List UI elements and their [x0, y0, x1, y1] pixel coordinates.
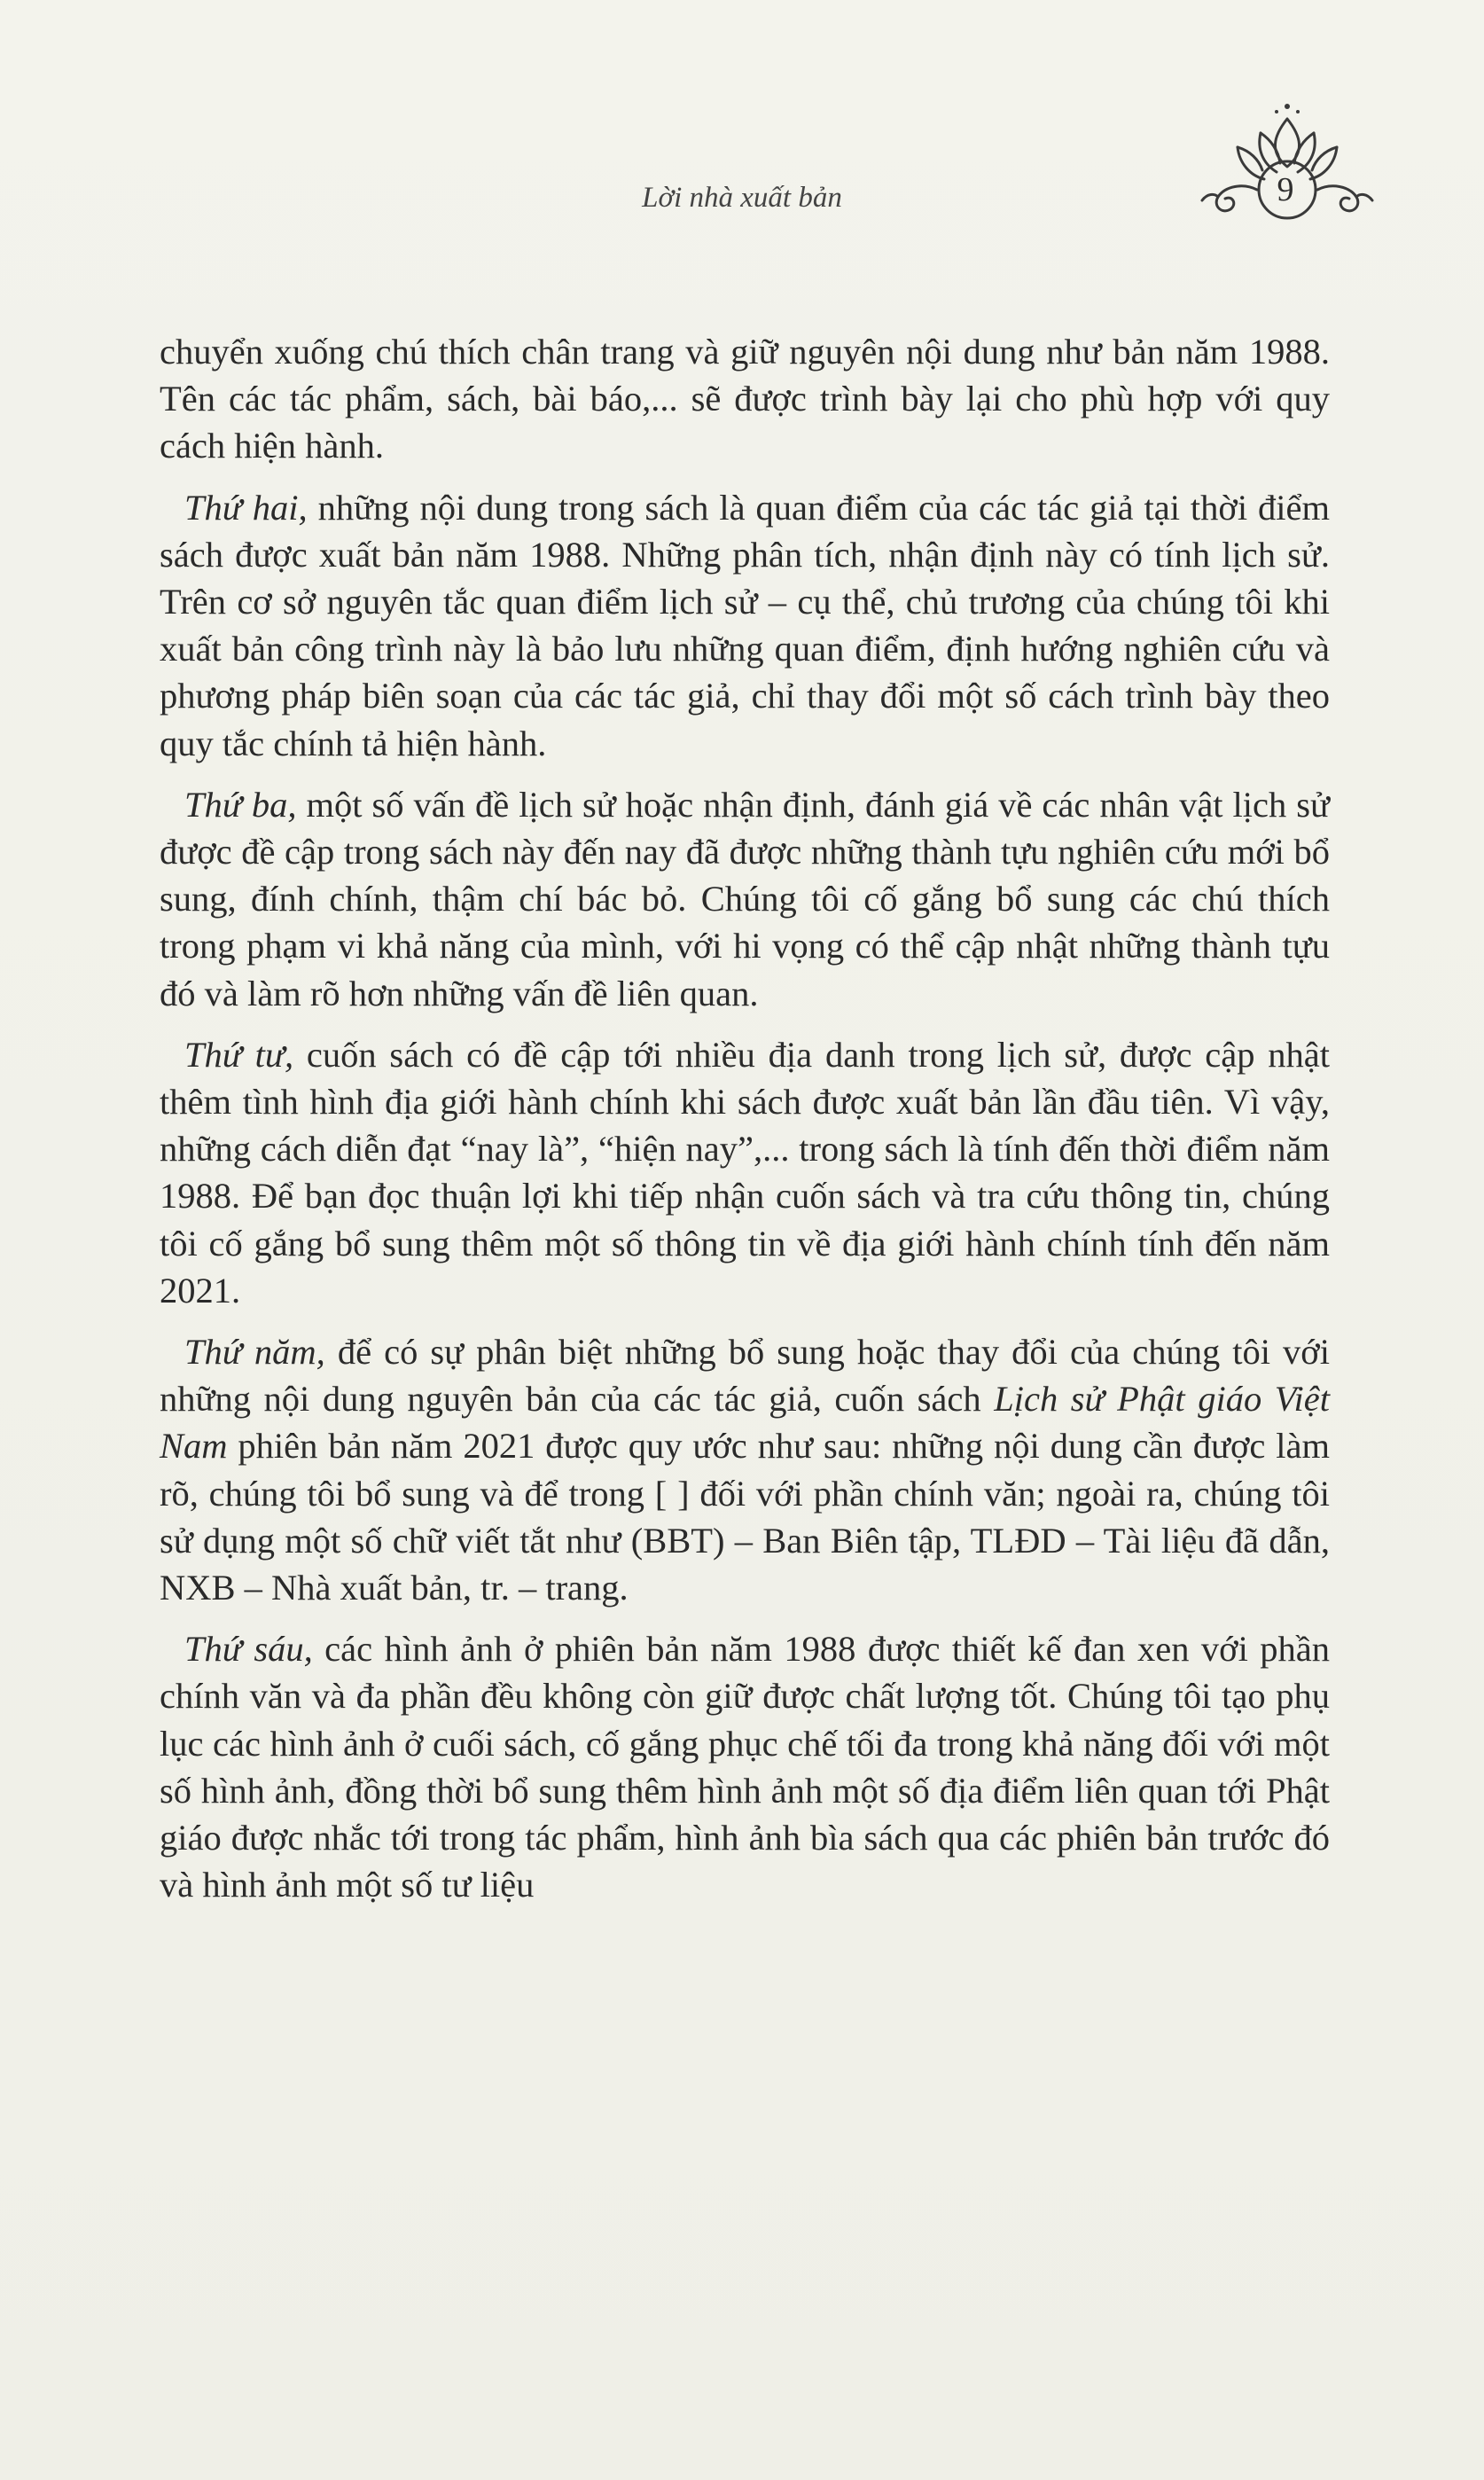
paragraph-text: để có sự phân biệt những bổ sung hoặc thay đổi của chúng tôi với những nội dung nguyên bản của các tác giả, cuốn sách: [160, 1332, 1330, 1420]
paragraph-lead: Thứ năm,: [184, 1332, 325, 1373]
paragraph-text: một số vấn đề lịch sử hoặc nhận định, đánh giá về các nhân vật lịch sử được đề cập trong sách này đến nay đã được những thành tựu nghiên cứu mới bổ sung, đính chính, thậm chí bác bỏ. Chúng tôi cố gắng bổ sung các chú thích trong phạm vi khả năng của mình, với hi vọng có thể cập nhật những thành tựu đó và làm rõ hơn những vấn đề liên quan.: [160, 784, 1330, 1013]
paragraph-thu-ba: [160, 781, 1330, 1017]
paragraph-thu-tu: [160, 1031, 1330, 1314]
paragraph-text: chuyển xuống chú thích chân trang và giữ nguyên nội dung như bản năm 1988. Tên các tác phẩm, sách, bài báo,... sẽ được trình bày lại cho phù hợp với quy cách hiện hành.: [160, 332, 1330, 466]
paragraph-thu-hai: [160, 484, 1330, 767]
paragraph-text: những nội dung trong sách là quan điểm của các tác giả tại thời điểm sách được xuất bản năm 1988. Những phân tích, nhận định này có tính lịch sử. Trên cơ sở nguyên tắc quan điểm lịch sử – cụ thể, chủ trương của chúng tôi khi xuất bản công trình này là bảo lưu những quan điểm, định hướng nghiên cứu và phương pháp biên soạn của các tác giả, chỉ thay đổi một số cách trình bày theo quy tắc chính tả hiện hành.: [160, 487, 1331, 763]
paragraph-text: phiên bản năm 2021 được quy ước như sau: những nội dung cần được làm rõ, chúng tôi bổ sung và để trong [ ] đối với phần chính văn; ngoài ra, chúng tôi sử dụng một số chữ viết tắt như (BBT) – Ban Biên tập, TLĐD – Tài liệu đã dẫn, NXB – Nhà xuất bản, tr. – trang.: [160, 1426, 1330, 1608]
body-text: [160, 328, 1330, 1923]
book-title: Lịch sử Phật giáo Việt Nam: [160, 1379, 1331, 1467]
paragraph-thu-sau: [160, 1625, 1330, 1908]
paragraph-lead: Thứ hai,: [184, 487, 308, 528]
paragraph-thu-nam: [160, 1328, 1330, 1611]
paragraph-continuation: [160, 328, 1330, 470]
running-header-title: Lời nhà xuất bản: [642, 182, 842, 214]
paragraph-text: các hình ảnh ở phiên bản năm 1988 được thiết kế đan xen với phần chính văn và đa phần đều không còn giữ được chất lượng tốt. Chúng tôi tạo phụ lục các hình ảnh ở cuối sách, cố gắng phục chế tối đa trong khả năng đối với một số hình ảnh, đồng thời bổ sung thêm hình ảnh một số địa điểm liên quan tới Phật giáo được nhắc tới trong tác phẩm, hình ảnh bìa sách qua các phiên bản trước đó và hình ảnh một số tư liệu: [160, 1629, 1331, 1905]
page-number: 9: [1277, 171, 1294, 208]
paragraph-text: cuốn sách có đề cập tới nhiều địa danh trong lịch sử, được cập nhật thêm tình hình địa giới hành chính khi sách được xuất bản lần đầu tiên. Vì vậy, những cách diễn đạt “nay là”, “hiện nay”,... trong sách là tính đến thời điểm năm 1988. Để bạn đọc thuận lợi khi tiếp nhận cuốn sách và tra cứu thông tin, chúng tôi cố gắng bổ sung thêm một số thông tin về địa giới hành chính tính đến năm 2021.: [160, 1034, 1330, 1310]
paragraph-lead: Thứ tư,: [184, 1034, 294, 1075]
paragraph-lead: Thứ sáu,: [184, 1629, 313, 1670]
paragraph-lead: Thứ ba,: [184, 784, 297, 825]
